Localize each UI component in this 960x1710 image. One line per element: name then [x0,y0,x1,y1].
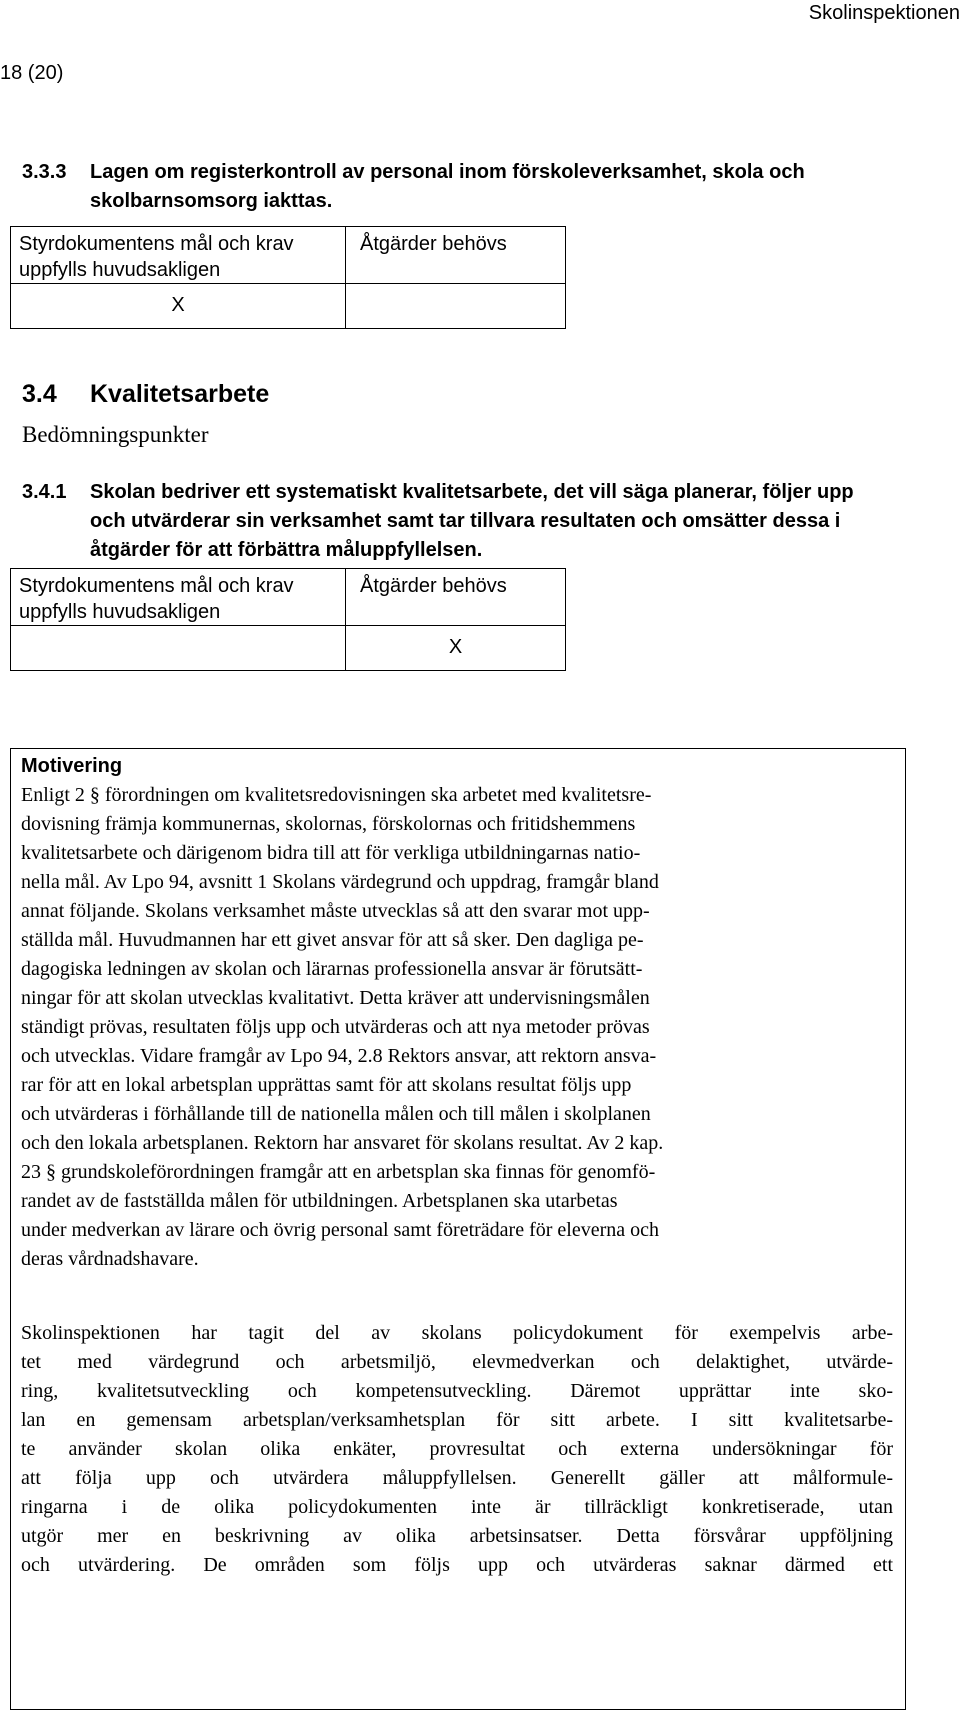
section-34-number: 3.4 [22,380,57,408]
text-line: lan en gemensam arbetsplan/verksamhetsplan för sitt arbete. I sitt kvalitetsarbe- [21,1409,893,1431]
table-header-action-needed: Åtgärder behövs [346,227,566,284]
text-line: att följa upp och utvärdera måluppfyllelsen. Generellt gäller att målformule- [21,1467,893,1489]
text-line: tet med värdegrund och arbetsmiljö, elevmedverkan och delaktighet, utvärde- [21,1351,893,1373]
motivation-label: Motivering [21,755,123,777]
assessment-mark: X [448,636,463,658]
table-header-goals-met: Styrdokumentens mål och krav uppfylls huvudsakligen [11,227,346,284]
section-341-title-line: åtgärder för att förbättra måluppfyllelsen. [90,539,483,561]
text-line: ningar för att skolan utvecklas kvalitativt. Detta kräver att undervisningsmålen [21,987,650,1009]
text-line: Enligt 2 § förordningen om kvalitetsredovisningen ska arbetet med kvalitetsre- [21,784,652,806]
table-cell-action-needed [346,284,566,329]
table-cell-goals-met [11,284,346,329]
table-cell-action-needed [346,626,566,671]
motivation-box [10,748,906,1710]
text-line: te använder skolan olika enkäter, provresultat och externa undersökningar för [21,1438,893,1460]
assessment-points-heading: Bedömningspunkter [22,422,209,447]
text-line: ring, kvalitetsutveckling och kompetensutveckling. Däremot upprättar inte sko- [21,1380,893,1402]
text-line: nella mål. Av Lpo 94, avsnitt 1 Skolans värdegrund och uppdrag, framgår bland [21,871,659,893]
section-34-heading [22,380,269,409]
text-line: dovisning främja kommunernas, skolornas, förskolornas och fritidshemmens [21,813,636,835]
text-line: rar för att en lokal arbetsplan upprättas samt för att skolans resultat följs upp [21,1074,632,1096]
assessment-mark: X [171,294,185,316]
section-341-title-line: Skolan bedriver ett systematiskt kvalitetsarbete, det vill säga planerar, följer upp [90,481,854,503]
table-header-action-needed: Åtgärder behövs [346,569,566,626]
assessment-table-341 [10,568,566,671]
section-333-heading [22,158,922,216]
section-333-title: Lagen om registerkontroll av personal inom förskoleverksamhet, skola och skolbarnsomsorg iakttas. [90,161,805,212]
motivation-paragraph-2 [21,1319,893,1580]
text-line: annat följande. Skolans verksamhet måste utvecklas så att den svarar mot upp- [21,900,650,922]
motivation-paragraph-1 [21,781,893,1274]
text-line: randet av de fastställda målen för utbildningen. Arbetsplanen ska utarbetas [21,1190,618,1212]
text-line: och utvecklas. Vidare framgår av Lpo 94, 2.8 Rektors ansvar, att rektorn ansva- [21,1045,657,1067]
text-line: 23 § grundskoleförordningen framgår att en arbetsplan ska finnas för genomfö- [21,1161,656,1183]
text-line: utgör mer en beskrivning av olika arbetsinsatser. Detta försvårar uppföljning [21,1525,893,1547]
table-cell-goals-met [11,626,346,671]
header-org-name: Skolinspektionen [808,2,960,24]
page-number: 18 (20) [0,62,64,84]
text-line: ständigt prövas, resultaten följs upp och utvärderas och att nya metoder prövas [21,1016,650,1038]
section-333-number: 3.3.3 [22,161,67,183]
assessment-table-333 [10,226,566,329]
section-34-title: Kvalitetsarbete [90,380,270,408]
text-line: och den lokala arbetsplanen. Rektorn har ansvaret för skolans resultat. Av 2 kap. [21,1132,664,1154]
text-line: dagogiska ledningen av skolan och lärarnas professionella ansvar är förutsätt- [21,958,643,980]
section-341-title [90,478,922,565]
table-header-goals-met: Styrdokumentens mål och krav uppfylls huvudsakligen [11,569,346,626]
text-line: Skolinspektionen har tagit del av skolans policydokument för exempelvis arbe- [21,1322,893,1344]
text-line: och utvärderas i förhållande till de nationella målen och till målen i skolplanen [21,1103,651,1125]
section-341-heading [22,478,922,565]
text-line: under medverkan av lärare och övrig personal samt företrädare för eleverna och [21,1219,660,1241]
section-341-title-line: och utvärderar sin verksamhet samt tar tillvara resultaten och omsätter dessa i [90,510,841,532]
text-line: kvalitetsarbete och därigenom bidra till att för verkliga utbildningarnas natio- [21,842,641,864]
section-341-number: 3.4.1 [22,481,67,503]
text-line: och utvärdering. De områden som följs upp och utvärderas saknar därmed ett [21,1554,893,1576]
text-line: ställda mål. Huvudmannen har ett givet ansvar för att så sker. Den dagliga pe- [21,929,644,951]
text-line: ringarna i de olika policydokumenten inte är tillräckligt konkretiserade, utan [21,1496,893,1518]
text-line: deras vårdnadshavare. [21,1248,199,1270]
